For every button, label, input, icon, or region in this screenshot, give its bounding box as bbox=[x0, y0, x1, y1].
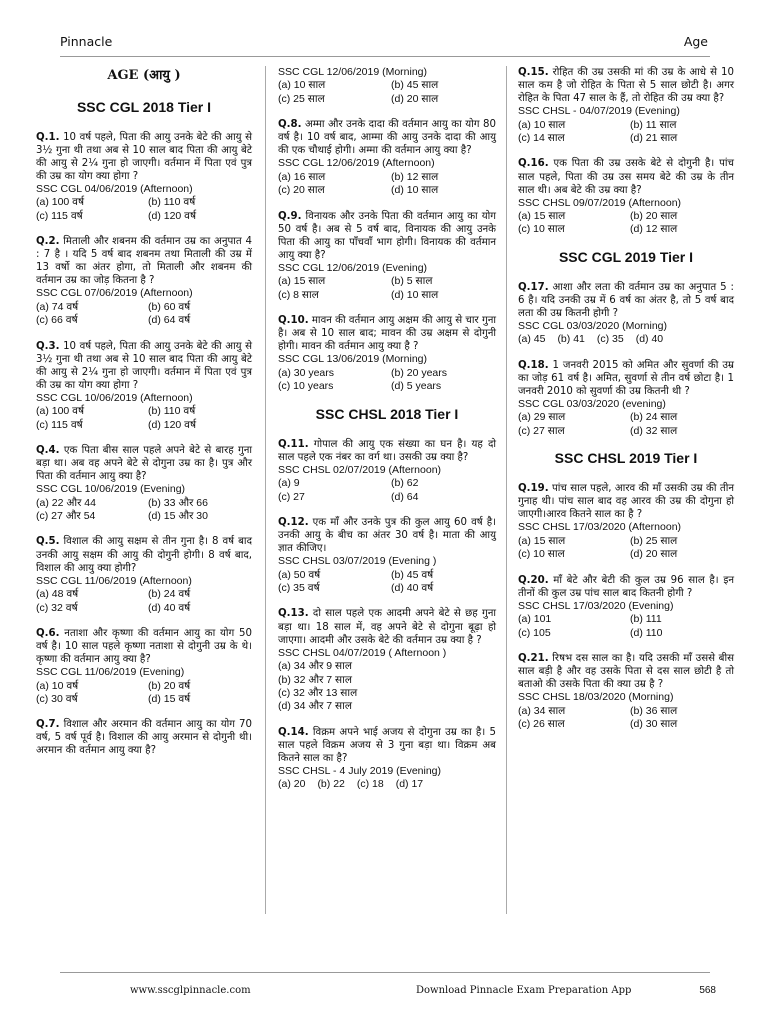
question-number: Q.11. bbox=[278, 438, 309, 450]
options-grid bbox=[36, 588, 252, 615]
option: (c) 66 वर्ष bbox=[36, 314, 78, 327]
question-item bbox=[518, 574, 734, 640]
question-body: विशाल और अरमान की वर्तमान आयु का योग 70 वर्ष, 5 वर्ष पूर्व है। विशाल की आयु अरमान से दोगुनी थी। अरमान की वर्तमान आयु क्या है? bbox=[36, 719, 253, 757]
question-item bbox=[278, 314, 496, 393]
option: (a) 22 और 44 bbox=[36, 496, 96, 509]
option: (a) 29 साल bbox=[518, 411, 566, 424]
question-item bbox=[518, 359, 734, 438]
question-number: Q.18. bbox=[518, 359, 549, 371]
question-number: Q.15. bbox=[518, 67, 549, 78]
options-grid bbox=[518, 119, 734, 146]
option: (a) 9 bbox=[278, 477, 300, 490]
question-number: Q.10. bbox=[278, 315, 309, 327]
option: (a) 101 bbox=[518, 613, 552, 626]
question-number: Q.19. bbox=[518, 483, 549, 495]
option: (c) 26 साल bbox=[518, 718, 565, 731]
question-body: नताशा और कृष्णा की वर्तमान आयु का योग 50 वर्ष है। 10 साल पहले कृष्णा नताशा से दोगुनी उम्र के थे। कृष्णा की वर्तमान आयु क्या है? bbox=[36, 627, 252, 666]
question-number: Q.8. bbox=[278, 119, 302, 131]
option: (a) 34 और 9 साल bbox=[278, 660, 352, 673]
question-body: 10 वर्ष पहले, पिता की आयु उनके बेटे की आयु से 3½ गुना थी तथा अब से 10 साल बाद पिता की आयु बेटे की आयु से 2¼ गुना हो जाएगी। वर्तमान में पिता एवं पुत्र की उम्र का योग क्या होगा ? bbox=[36, 340, 252, 391]
question-item bbox=[278, 607, 496, 713]
options-grid bbox=[36, 405, 252, 432]
option: (a) 48 वर्ष bbox=[36, 588, 79, 601]
option: (b) 36 साल bbox=[630, 704, 678, 717]
option: (c) 25 साल bbox=[278, 92, 325, 105]
option: (c) 30 वर्ष bbox=[36, 692, 78, 705]
option: (c) 14 साल bbox=[518, 132, 565, 145]
options-grid bbox=[518, 411, 734, 438]
question-source: SSC CGL 03/03/2020 (evening) bbox=[518, 397, 666, 410]
option: (a) 15 साल bbox=[518, 534, 566, 547]
option: (c) 32 और 13 साल bbox=[278, 686, 358, 699]
question-item bbox=[278, 210, 496, 303]
question-text bbox=[278, 516, 496, 555]
question-text bbox=[36, 535, 252, 574]
question-body: मिताली और शबनम की वर्तमान उम्र का अनुपात 4 : 7 है । यदि 5 वर्ष बाद शबनम तथा मिताली की उम्र में 13 वर्षो का अंतर होगा, तो मिताली और शबनम की वर्तमान उम्र का जोड़ कितना है ? bbox=[36, 236, 252, 287]
question-number: Q.13. bbox=[278, 608, 309, 620]
question-number: Q.2. bbox=[36, 236, 60, 248]
question-source: SSC CGL 11/06/2019 (Afternoon) bbox=[36, 574, 192, 587]
section-heading: SSC CGL 2018 Tier I bbox=[76, 98, 212, 115]
option: (b) 5 साल bbox=[391, 275, 433, 288]
question-text bbox=[518, 574, 734, 600]
question-source: SSC CGL 12/06/2019 (Evening) bbox=[278, 261, 428, 274]
question-text bbox=[518, 359, 734, 398]
question-number: Q.5. bbox=[36, 536, 60, 548]
question-item bbox=[36, 131, 252, 224]
question-list bbox=[518, 281, 734, 438]
option: (a) 34 साल bbox=[518, 704, 566, 717]
option: (d) 15 और 30 bbox=[148, 510, 208, 523]
option: (b) 110 वर्ष bbox=[148, 405, 196, 418]
question-text bbox=[36, 131, 252, 183]
options-grid bbox=[36, 680, 252, 707]
question-item bbox=[518, 652, 734, 731]
option: (b) 20 साल bbox=[630, 210, 678, 223]
option: (d) 110 bbox=[630, 626, 663, 639]
options-grid bbox=[278, 79, 496, 106]
question-item bbox=[278, 118, 496, 197]
option: (b) 25 साल bbox=[630, 534, 678, 547]
option: (b) 41 bbox=[557, 333, 585, 346]
options-grid bbox=[36, 497, 252, 524]
option: (b) 62 bbox=[391, 477, 419, 490]
options-grid bbox=[278, 569, 496, 596]
question-item bbox=[36, 718, 252, 757]
question-number: Q.12. bbox=[278, 517, 309, 529]
option: (c) 27 साल bbox=[518, 424, 565, 437]
question-text bbox=[518, 66, 734, 105]
question-source: SSC CHSL 02/07/2019 (Afternoon) bbox=[278, 463, 442, 476]
option: (a) 10 साल bbox=[278, 79, 326, 92]
option: (a) 45 bbox=[518, 333, 546, 346]
option: (d) 64 वर्ष bbox=[148, 314, 191, 327]
column-divider-1 bbox=[265, 66, 266, 914]
question-body: विशाल की आयु सक्षम से तीन गुना है। 8 वर्ष बाद उनकी आयु सक्षम की आयु की दोगुनी होगी। 8 वर्ष बाद, विशाल की आयु क्या होगी? bbox=[36, 536, 252, 574]
option: (d) 5 years bbox=[391, 380, 442, 393]
question-source: SSC CGL 10/06/2019 (Evening) bbox=[36, 483, 186, 496]
question-source: SSC CHSL - 4 July 2019 (Evening) bbox=[278, 764, 442, 777]
options-grid bbox=[36, 196, 252, 223]
question-body: पांच साल पहले, आरव की माँ उसकी उम्र की तीन गुनाह थी। पांच साल बाद वह आरव की उम्र की दोगुना हो जाएगी।आरव कितने साल का है ? bbox=[518, 483, 734, 521]
option: (c) 35 वर्ष bbox=[278, 582, 320, 595]
question-body: 10 वर्ष पहले, पिता की आयु उनके बेटे की आयु से 3½ गुना थी तथा अब से 10 साल बाद पिता की आयु बेटे की आयु से 2¼ गुना हो जाएगी। वर्तमान में पिता एवं पुत्र की उम्र का योग क्या होगा ? bbox=[36, 131, 252, 182]
question-source: SSC CGL 12/06/2019 (Morning) bbox=[278, 66, 428, 78]
question-text bbox=[518, 157, 734, 196]
question-source: SSC CGL 03/03/2020 (Morning) bbox=[518, 319, 668, 332]
question-text bbox=[278, 438, 496, 464]
question-text bbox=[278, 210, 496, 262]
question-source: SSC CHSL 04/07/2019 ( Afternoon ) bbox=[278, 646, 447, 659]
options-grid bbox=[278, 778, 496, 791]
option: (d) 21 साल bbox=[630, 132, 678, 145]
option: (c) 105 bbox=[518, 626, 551, 639]
option: (d) 32 साल bbox=[630, 424, 678, 437]
question-body: आशा और लता की वर्तमान उम्र का अनुपात 5 : 6 है। यदि उनकी उम्र में 6 वर्ष का अंतर है, तो 5 वर्ष बाद लता की उम्र कितनी होगी ? bbox=[518, 281, 734, 319]
options-grid bbox=[278, 660, 496, 714]
question-item bbox=[36, 627, 252, 706]
question-item bbox=[36, 444, 252, 523]
option: (b) 33 और 66 bbox=[148, 496, 208, 509]
question-source: SSC CGL 04/06/2019 (Afternoon) bbox=[36, 182, 193, 195]
question-source: SSC CHSL 17/03/2020 (Afternoon) bbox=[518, 521, 682, 534]
option: (d) 20 साल bbox=[630, 548, 678, 561]
question-item bbox=[518, 66, 734, 145]
question-body: दो साल पहले एक आदमी अपने बेटे से छह गुना बड़ा था। 18 साल में, वह अपने बेटे से दोगुना बूढ़ा हो जाएगा। आदमी और उसके बेटे की वर्तमान उम्र क्या है ? bbox=[278, 608, 496, 646]
header-divider bbox=[60, 56, 710, 57]
option: (d) 10 साल bbox=[391, 184, 439, 197]
option: (b) 24 साल bbox=[630, 411, 678, 424]
question-text bbox=[518, 482, 734, 521]
options-grid bbox=[278, 171, 496, 198]
options-grid bbox=[518, 705, 734, 732]
question-item bbox=[36, 535, 252, 614]
question-list bbox=[518, 66, 734, 237]
option: (b) 45 साल bbox=[391, 79, 439, 92]
question-source: SSC CGL 10/06/2019 (Afternoon) bbox=[36, 391, 193, 404]
option: (c) 18 bbox=[356, 778, 384, 791]
option: (d) 30 साल bbox=[630, 718, 678, 731]
options-grid bbox=[518, 535, 734, 562]
question-number: Q.4. bbox=[36, 445, 60, 457]
question-number: Q.21. bbox=[518, 653, 549, 665]
question-body: विक्रम अपने भाई अजय से दोगुना उम्र का है। 5 साल पहले विक्रम अजय से 3 गुना बड़ा था। विक्रम अब कितने साल का है? bbox=[278, 726, 496, 764]
question-list bbox=[278, 118, 496, 393]
options-grid bbox=[36, 301, 252, 328]
option: (b) 111 bbox=[630, 613, 662, 626]
option: (d) 34 और 7 साल bbox=[278, 700, 352, 713]
option: (d) 17 bbox=[395, 778, 424, 791]
question-body: रोहित की उम्र उसकी मां की उम्र के आधे से 10 साल कम है जो रोहित के पिता से 5 साल छोटी है। अगर रोहित के पिता 47 साल के हैं, तो रोहित की उम्र क्या है? bbox=[518, 67, 734, 105]
question-list bbox=[278, 438, 496, 792]
option: (d) 20 साल bbox=[391, 92, 439, 105]
footer-website-link[interactable]: www.sscglpinnacle.com bbox=[130, 985, 251, 996]
option: (c) 115 वर्ष bbox=[36, 418, 83, 431]
question-source: SSC CHSL - 04/07/2019 (Evening) bbox=[518, 105, 680, 118]
options-grid bbox=[518, 210, 734, 237]
section-heading: SSC CHSL 2018 Tier I bbox=[315, 405, 459, 422]
question-text bbox=[518, 281, 734, 320]
option: (a) 16 साल bbox=[278, 170, 326, 183]
question-source: SSC CGL 13/06/2019 (Morning) bbox=[278, 353, 428, 366]
option: (a) 15 साल bbox=[518, 210, 566, 223]
option: (c) 10 साल bbox=[518, 223, 565, 236]
question-item bbox=[518, 157, 734, 236]
question-number: Q.16. bbox=[518, 158, 549, 170]
option: (c) 32 वर्ष bbox=[36, 601, 78, 614]
question-source: SSC CHSL 03/07/2019 (Evening ) bbox=[278, 555, 437, 568]
question-body: माँ बेटे और बेटी की कुल उम्र 96 साल है। इन तीनों की कुल उम्र पांच साल बाद कितनी होगी ? bbox=[518, 574, 734, 599]
question-number: Q.17. bbox=[518, 281, 549, 293]
question-source: SSC CHSL 09/07/2019 (Afternoon) bbox=[518, 196, 682, 209]
question-item bbox=[278, 726, 496, 792]
question-text bbox=[36, 718, 252, 757]
question-source: SSC CGL 07/06/2019 (Afternoon) bbox=[36, 287, 193, 300]
options-grid bbox=[518, 333, 734, 346]
question-text bbox=[36, 627, 252, 666]
option: (b) 45 वर्ष bbox=[391, 568, 434, 581]
question-body: एक पिता बीस साल पहले अपने बेटे से बारह गुना बड़ा था। अब वह अपने बेटे से दोगुना उम्र का है। पुत्र और पिता की वर्तमान आयु क्या है? bbox=[36, 445, 252, 483]
option: (c) 20 साल bbox=[278, 184, 325, 197]
option: (c) 8 साल bbox=[278, 288, 319, 301]
question-text bbox=[278, 607, 496, 646]
option: (a) 50 वर्ष bbox=[278, 568, 321, 581]
question-number: Q.7. bbox=[36, 719, 60, 731]
option: (b) 32 और 7 साल bbox=[278, 673, 352, 686]
page-header bbox=[60, 34, 708, 50]
option: (a) 10 वर्ष bbox=[36, 679, 79, 692]
question-source: SSC CGL 11/06/2019 (Evening) bbox=[36, 666, 185, 679]
question-text bbox=[518, 652, 734, 691]
question-item bbox=[518, 281, 734, 347]
column-1 bbox=[36, 66, 252, 770]
question-body: 1 जनवरी 2015 को अमित और सुवर्णा की उम्र का जोड़ 61 वर्ष है। अमित, सुवर्णा से तीन वर्ष छोटा है। 1 जनवरी 2010 को सुवर्णा की उम्र कितनी थी ? bbox=[518, 359, 734, 397]
option: (b) 24 वर्ष bbox=[148, 588, 191, 601]
column-2 bbox=[278, 66, 496, 804]
option: (a) 20 bbox=[278, 778, 306, 791]
option: (b) 60 वर्ष bbox=[148, 300, 191, 313]
option: (d) 120 वर्ष bbox=[148, 209, 197, 222]
option: (c) 10 years bbox=[278, 380, 334, 393]
option: (b) 22 bbox=[317, 778, 345, 791]
option: (b) 12 साल bbox=[391, 170, 439, 183]
option: (b) 20 years bbox=[391, 366, 448, 379]
footer-app-text: Download Pinnacle Exam Preparation App bbox=[416, 985, 632, 996]
option: (a) 10 साल bbox=[518, 118, 566, 131]
option: (a) 30 years bbox=[278, 366, 335, 379]
option: (a) 100 वर्ष bbox=[36, 405, 85, 418]
footer-divider bbox=[60, 972, 710, 973]
question-list bbox=[36, 131, 252, 758]
option: (c) 27 bbox=[278, 490, 305, 503]
question-body: अम्मा और उनके दादा की वर्तमान आयु का योग 80 वर्ष है। 10 वर्ष बाद, आम्मा की आयु उनके दादा की आयु की एक चौथाई होगी। अम्मा की वर्तमान आयु क्या है? bbox=[278, 119, 496, 157]
question-number: Q.3. bbox=[36, 340, 60, 352]
question-list bbox=[518, 482, 734, 731]
options-grid bbox=[518, 613, 734, 640]
question-text bbox=[278, 118, 496, 157]
option: (c) 10 साल bbox=[518, 548, 565, 561]
question-text bbox=[278, 726, 496, 765]
option: (d) 64 bbox=[391, 490, 419, 503]
option: (d) 40 वर्ष bbox=[148, 601, 191, 614]
question-text bbox=[36, 444, 252, 483]
option: (d) 15 वर्ष bbox=[148, 692, 191, 705]
options-grid bbox=[278, 477, 496, 504]
page-number: 568 bbox=[699, 985, 716, 996]
option: (a) 100 वर्ष bbox=[36, 196, 85, 209]
question-number: Q.14. bbox=[278, 726, 309, 738]
option: (c) 35 bbox=[596, 333, 624, 346]
header-brand: Pinnacle bbox=[60, 34, 113, 49]
question-body: एक माँ और उनके पुत्र की कुल आयु 60 वर्ष है। उनकी आयु के बीच का अंतर 30 वर्ष है। माता की आयु ज्ञात कीजिए। bbox=[278, 517, 496, 555]
option: (d) 10 साल bbox=[391, 288, 439, 301]
option: (c) 27 और 54 bbox=[36, 510, 96, 523]
question-body: मावन की वर्तमान आयु अक्षम की आयु से चार गुना है। अब से 10 साल बाद; मावन की उम्र अक्षम से दोगुनी होगी। मावन की वर्तमान आयु क्या है ? bbox=[278, 315, 496, 353]
question-body: रिषभ दस साल का है। यदि उसकी माँ उससे बीस साल बड़ी है और वह उसके पिता से दस साल छोटी है तो बताओ की उसके पिता की क्या उम्र है ? bbox=[518, 653, 734, 691]
section-heading: SSC CHSL 2019 Tier I bbox=[554, 450, 698, 467]
question-number: Q.20. bbox=[518, 574, 549, 586]
question-source: SSC CHSL 18/03/2020 (Morning) bbox=[518, 691, 674, 704]
option: (a) 15 साल bbox=[278, 275, 326, 288]
column-3 bbox=[518, 66, 734, 744]
option: (b) 11 साल bbox=[630, 118, 677, 131]
option: (d) 40 bbox=[635, 333, 664, 346]
question-item bbox=[278, 516, 496, 595]
question-number: Q.9. bbox=[278, 210, 302, 222]
question-item bbox=[36, 235, 252, 328]
options-grid bbox=[278, 275, 496, 302]
option: (d) 120 वर्ष bbox=[148, 418, 197, 431]
question-text bbox=[36, 340, 252, 392]
question-number: Q.6. bbox=[36, 627, 60, 639]
header-topic: Age bbox=[683, 34, 708, 49]
question-item bbox=[518, 482, 734, 561]
column-divider-2 bbox=[506, 66, 507, 914]
question-source: SSC CHSL 17/03/2020 (Evening) bbox=[518, 599, 674, 612]
option: (d) 40 वर्ष bbox=[391, 582, 434, 595]
question-number: Q.1. bbox=[36, 131, 60, 143]
options-grid bbox=[278, 367, 496, 394]
option: (b) 110 वर्ष bbox=[148, 196, 196, 209]
option: (c) 115 वर्ष bbox=[36, 209, 83, 222]
option: (b) 20 वर्ष bbox=[148, 679, 191, 692]
option: (a) 74 वर्ष bbox=[36, 300, 79, 313]
option: (d) 12 साल bbox=[630, 223, 678, 236]
question-body: एक पिता की उम्र उसके बेटे से दोगुनी है। पांच साल पहले, पिता की उम्र उस समय बेटे की उम्र के तीन साल थी। अब बेटे की उम्र क्या है? bbox=[518, 158, 734, 196]
question-item bbox=[36, 340, 252, 433]
section-heading: SSC CGL 2019 Tier I bbox=[558, 248, 694, 265]
question-text bbox=[36, 235, 252, 287]
question-body: विनायक और उनके पिता की वर्तमान आयु का योग 50 वर्ष है। अब से 5 वर्ष बाद, विनायक की आयु उनके पिता की आयु का पाँचवाँ भाग होगी। विनायक की वर्तमान आयु क्या है? bbox=[278, 210, 496, 261]
question-text bbox=[278, 314, 496, 353]
chapter-title: AGE (आयु ) bbox=[107, 68, 181, 83]
question-source: SSC CGL 12/06/2019 (Afternoon) bbox=[278, 157, 435, 170]
question-continuation bbox=[278, 66, 496, 106]
question-body: गोपाल की आयु एक संख्या का घन है। यह दो साल पहले एक नंबर का वर्ग था। उसकी उम्र क्या है? bbox=[278, 438, 496, 463]
question-item bbox=[278, 438, 496, 504]
